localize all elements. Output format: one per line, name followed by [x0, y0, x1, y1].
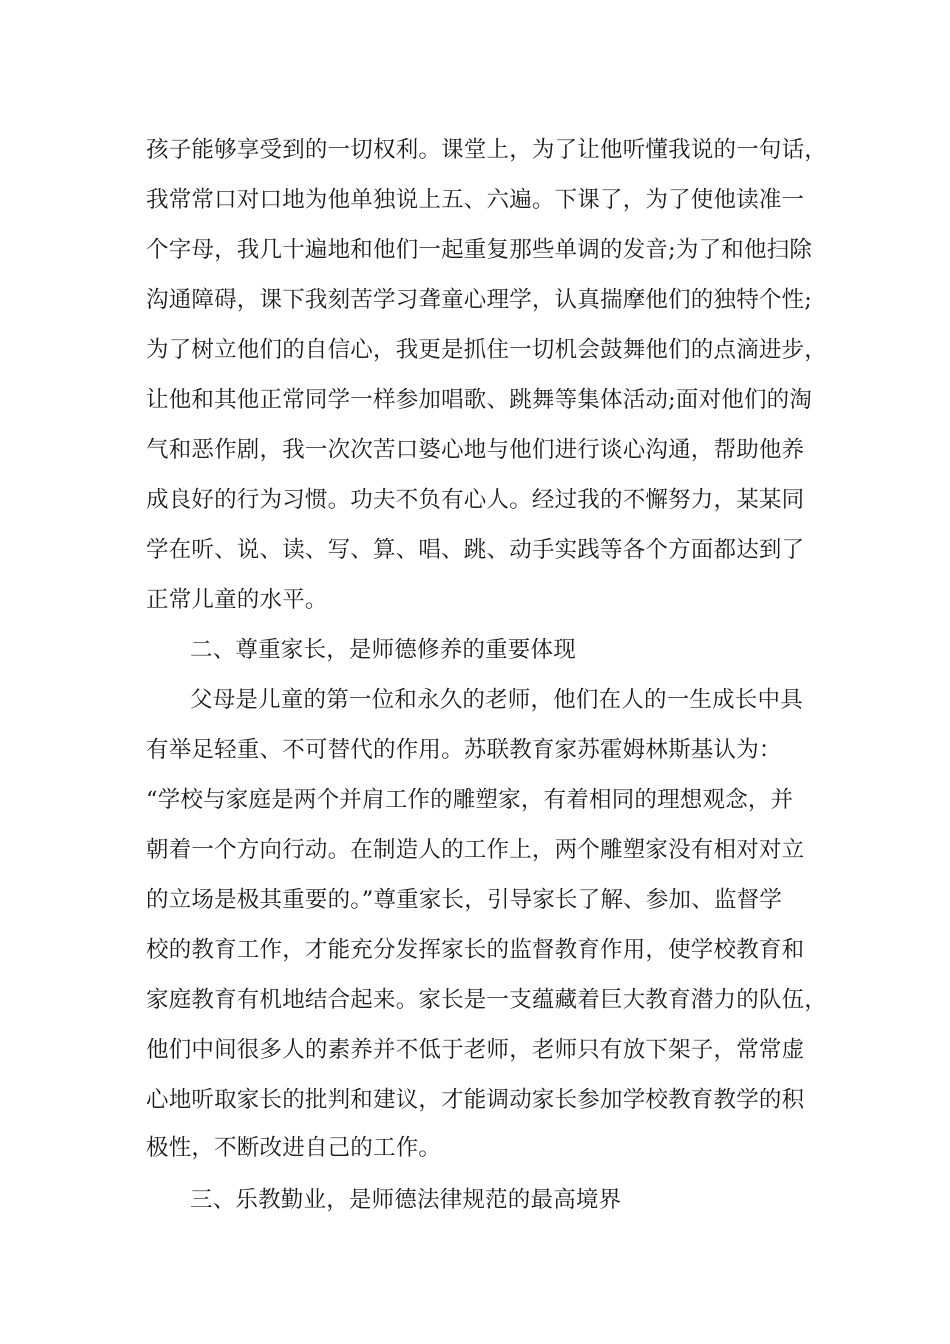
- body-text-line: 的立场是极其重要的。”尊重家长，引导家长了解、参加、监督学: [146, 887, 783, 913]
- body-text-line: 成良好的行为习惯。功夫不负有心人。经过我的不懈努力，某某同: [146, 487, 805, 513]
- body-text-line: 朝着一个方向行动。在制造人的工作上，两个雕塑家没有相对对立: [146, 837, 805, 863]
- body-text-line: 正常儿童的水平。: [146, 587, 328, 613]
- body-text-line: “学校与家庭是两个并肩工作的雕塑家，有着相同的理想观念，并: [146, 787, 794, 813]
- body-text-line: 为了树立他们的自信心，我更是抓住一切机会鼓舞他们的点滴进步，: [146, 337, 828, 363]
- body-text-line: 气和恶作剧，我一次次苦口婆心地与他们进行谈心沟通，帮助他养: [146, 437, 805, 463]
- body-text-line: 沟通障碍，课下我刻苦学习聋童心理学，认真揣摩他们的独特个性;: [146, 287, 813, 313]
- section-heading: 三、乐教勤业，是师德法律规范的最高境界: [190, 1187, 622, 1213]
- body-text-line: 他们中间很多人的素养并不低于老师，老师只有放下架子，常常虚: [146, 1037, 805, 1063]
- body-text-line: 极性，不断改进自己的工作。: [146, 1135, 442, 1161]
- body-text-line: 父母是儿童的第一位和永久的老师，他们在人的一生成长中具: [190, 687, 803, 713]
- body-text-line: 家庭教育有机地结合起来。家长是一支蕴藏着巨大教育潜力的队伍，: [146, 987, 828, 1013]
- body-text-line: 个字母，我几十遍地和他们一起重复那些单调的发音;为了和他扫除: [146, 237, 813, 263]
- body-text-line: 孩子能够享受到的一切权利。课堂上，为了让他听懂我说的一句话，: [146, 137, 828, 163]
- body-text-line: 让他和其他正常同学一样参加唱歌、跳舞等集体活动;面对他们的淘: [146, 387, 813, 413]
- section-heading: 二、尊重家长，是师德修养的重要体现: [190, 637, 576, 663]
- body-text-line: 学在听、说、读、写、算、唱、跳、动手实践等各个方面都达到了: [146, 537, 805, 563]
- body-text-line: 有举足轻重、不可替代的作用。苏联教育家苏霍姆林斯基认为：: [146, 737, 782, 763]
- body-text-line: 校的教育工作，才能充分发挥家长的监督教育作用，使学校教育和: [146, 937, 805, 963]
- body-text-line: 心地听取家长的批判和建议，才能调动家长参加学校教育教学的积: [146, 1087, 805, 1113]
- body-text-line: 我常常口对口地为他单独说上五、六遍。下课了，为了使他读准一: [146, 187, 805, 213]
